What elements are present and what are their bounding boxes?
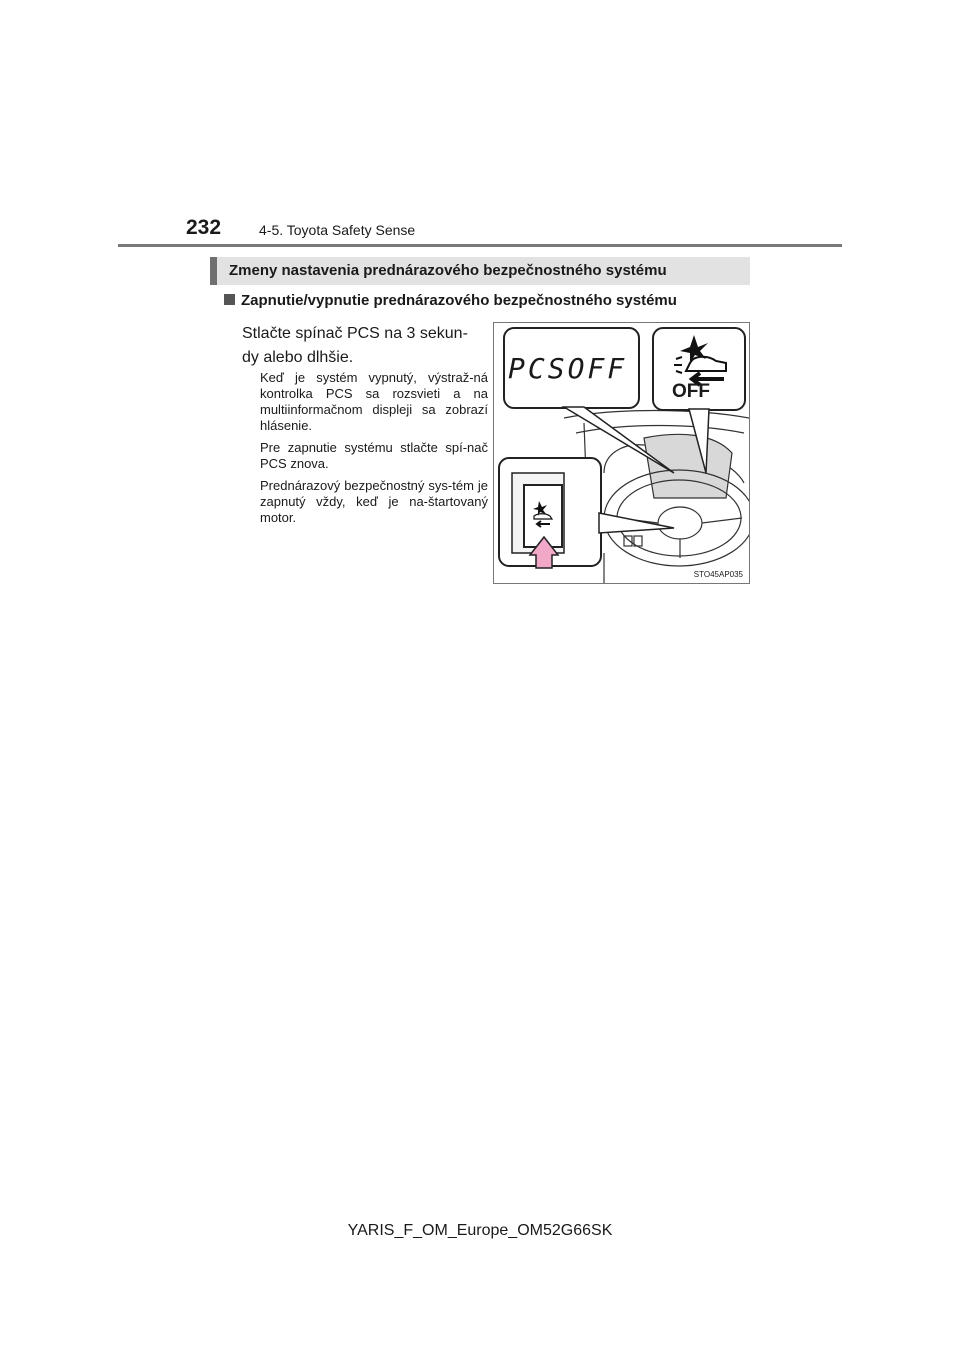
- section-header: 4-5. Toyota Safety Sense: [259, 222, 416, 238]
- header-divider: [118, 244, 842, 247]
- dashboard-illustration: [493, 322, 750, 584]
- topic-title: Zmeny nastavenia prednárazového bezpečnostného systému: [229, 262, 667, 279]
- instruction-text: Stlačte spínač PCS na 3 sekun-dy alebo dlhšie.: [242, 325, 468, 366]
- subheading: [224, 292, 677, 309]
- lcd-message: PCSOFF: [508, 352, 628, 385]
- off-indicator-label: OFF: [672, 381, 710, 402]
- page-number: 232: [186, 216, 222, 239]
- subheading-text: Zapnutie/vypnutie prednárazového bezpečnostného systému: [241, 292, 677, 309]
- topic-title-bar: [210, 257, 750, 285]
- footer-code: YARIS_F_OM_Europe_OM52G66SK: [347, 1222, 613, 1239]
- note-1: Keď je systém vypnutý, výstraž-ná kontrolka PCS sa rozsvieti a na multiinformačnom displeji sa zobrazí hlásenie.: [260, 370, 488, 433]
- figure-code: STO45AP035: [693, 570, 743, 579]
- note-2: Pre zapnutie systému stlačte spí-nač PCS znova.: [260, 440, 488, 471]
- note-3: Prednárazový bezpečnostný sys-tém je zapnutý vždy, keď je na-štartovaný motor.: [260, 478, 488, 525]
- notes: [260, 370, 488, 532]
- square-bullet-icon: [224, 294, 235, 305]
